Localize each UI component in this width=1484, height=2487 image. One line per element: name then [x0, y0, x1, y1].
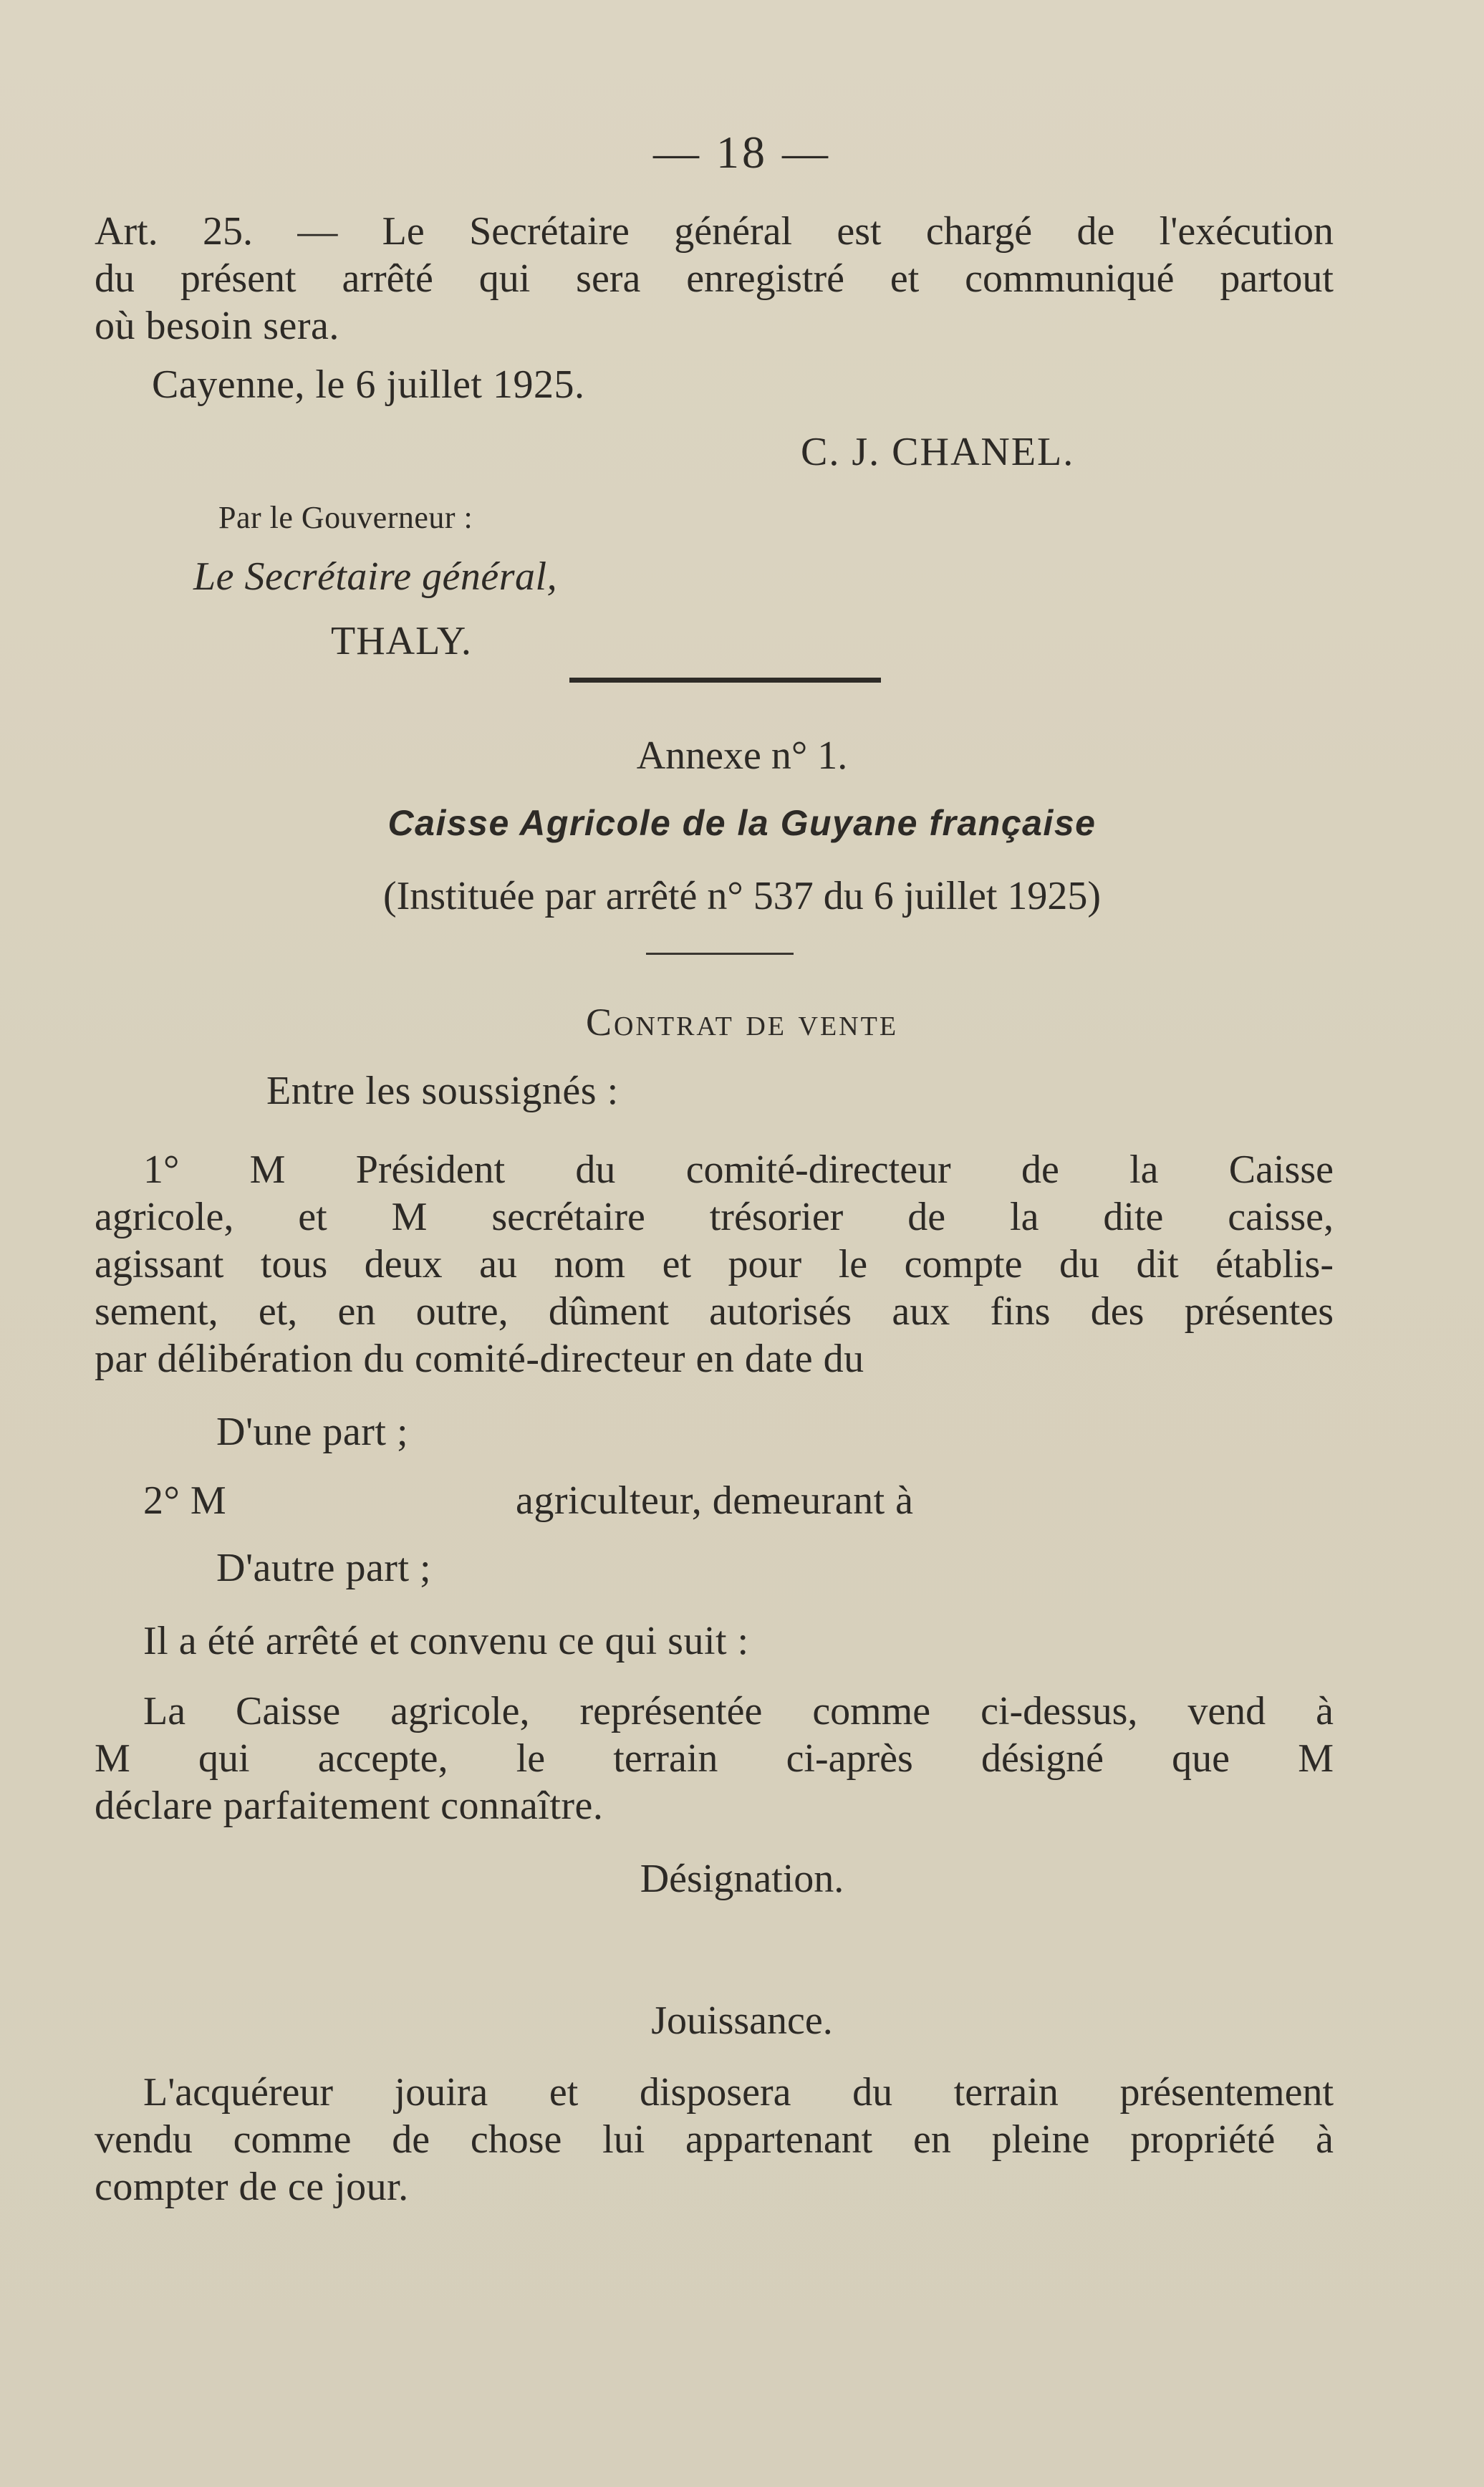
institution-name: Caisse Agricole de la Guyane française: [387, 803, 1097, 843]
minor-divider: [646, 953, 794, 955]
per-governor: Par le Gouverneur :: [218, 500, 473, 535]
party1-line: par délibération du comité-directeur en date du: [95, 1337, 864, 1381]
party1-line: agissant tous deux au nom et pour le compte du dit établis-: [95, 1242, 1334, 1286]
sale-line: La Caisse agricole, représentée comme ci-dessus, vend à: [143, 1689, 1334, 1733]
party1-line: sement, et, en outre, dûment autorisés aux fins des présentes: [95, 1289, 1334, 1334]
jouissance-line: vendu comme de chose lui appartenant en pleine propriété à: [95, 2117, 1334, 2162]
article-line: du présent arrêté qui sera enregistré et communiqué partout: [95, 256, 1334, 301]
contract-title: Contrat de vente: [585, 1001, 899, 1044]
designation-heading: Désignation.: [640, 1857, 844, 1901]
signatory: C. J. CHANEL.: [801, 430, 1075, 474]
sale-line: déclare parfaitement connaître.: [95, 1784, 604, 1828]
annex-heading: Annexe n° 1.: [636, 733, 848, 778]
part-two: D'autre part ;: [216, 1546, 432, 1590]
agreed-statement: Il a été arrêté et convenu ce qui suit :: [143, 1619, 749, 1663]
secretary-title: Le Secrétaire général,: [193, 554, 558, 599]
secretary-name: THALY.: [331, 619, 472, 663]
contract-intro: Entre les soussignés :: [266, 1069, 619, 1113]
place-date: Cayenne, le 6 juillet 1925.: [152, 362, 585, 407]
party1-line: 1° M Président du comité-directeur de la Caisse: [143, 1148, 1334, 1192]
section-divider: [569, 678, 881, 683]
jouissance-line: compter de ce jour.: [95, 2165, 409, 2209]
jouissance-heading: Jouissance.: [651, 1998, 833, 2043]
sale-line: M qui accepte, le terrain ci-après désigné que M: [95, 1736, 1334, 1781]
party1-line: agricole, et M secrétaire trésorier de la dite caisse,: [95, 1195, 1334, 1239]
party2-number: 2° M: [143, 1478, 227, 1523]
article-line: Art. 25. — Le Secrétaire général est chargé de l'exécution: [95, 209, 1334, 254]
page-number: — 18 —: [653, 127, 831, 178]
party2-text: agriculteur, demeurant à: [516, 1478, 914, 1523]
article-line: où besoin sera.: [95, 304, 339, 348]
jouissance-line: L'acquéreur jouira et disposera du terrain présentement: [143, 2070, 1334, 2115]
institution-decree: (Instituée par arrêté n° 537 du 6 juillet 1925): [382, 874, 1102, 918]
part-one: D'une part ;: [216, 1410, 409, 1454]
